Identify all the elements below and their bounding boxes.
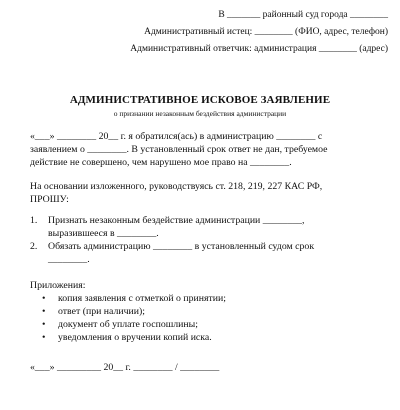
signature-line: «___» _________ 20__ г. ________ / ________ bbox=[30, 362, 220, 373]
bullet-icon: • bbox=[42, 306, 46, 317]
request-line: ________. bbox=[48, 254, 90, 265]
bullet-icon: • bbox=[42, 293, 46, 304]
basis-line: На основании изложенного, руководствуясь ст. 218, 219, 227 КАС РФ, bbox=[30, 181, 323, 192]
request-number: 1. bbox=[30, 215, 38, 226]
attachments-label: Приложения: bbox=[30, 280, 86, 291]
request-line: Обязать администрацию ________ в установленный судом срок bbox=[48, 241, 315, 252]
body-line: действие не совершено, чем нарушено мое право на ________. bbox=[30, 157, 292, 168]
body-line: заявлением о ________. В установленный срок ответ не дан, требуемое bbox=[30, 144, 328, 155]
request-line: выразившееся в ________. bbox=[48, 228, 159, 239]
attachment-text: документ об уплате госпошлины; bbox=[58, 319, 198, 330]
attachment-item bbox=[30, 292, 226, 305]
plaintiff-line: Административный истец: ________ (ФИО, адрес, телефон) bbox=[144, 27, 388, 37]
bullet-icon: • bbox=[42, 319, 46, 330]
basis-paragraph bbox=[30, 180, 378, 206]
request-list bbox=[30, 214, 370, 266]
defendant-line: Административный ответчик: администрация ________ (адрес) bbox=[130, 44, 388, 54]
attachment-text: уведомления о вручении копий иска. bbox=[58, 332, 212, 343]
request-item bbox=[30, 240, 370, 266]
request-number: 2. bbox=[30, 241, 38, 252]
attachment-item bbox=[30, 318, 226, 331]
court-line: В _______ районный суд города ________ bbox=[218, 10, 388, 20]
document-subtitle: о признании незаконным бездействия администрации bbox=[113, 109, 287, 118]
body-paragraph bbox=[30, 130, 378, 169]
attachments-list bbox=[30, 292, 226, 344]
request-label: ПРОШУ: bbox=[30, 194, 69, 205]
bullet-icon: • bbox=[42, 332, 46, 343]
body-line: «___» ________ 20__ г. я обратился(ась) в администрацию ________ с bbox=[30, 131, 323, 142]
attachment-item bbox=[30, 305, 226, 318]
document-title: АДМИНИСТРАТИВНОЕ ИСКОВОЕ ЗАЯВЛЕНИЕ bbox=[69, 94, 331, 106]
attachment-text: ответ (при наличии); bbox=[58, 306, 145, 317]
attachment-text: копия заявления с отметкой о принятии; bbox=[58, 293, 227, 304]
attachment-item bbox=[30, 331, 226, 344]
request-line: Признать незаконным бездействие администрации ________, bbox=[48, 215, 305, 226]
request-item bbox=[30, 214, 370, 240]
